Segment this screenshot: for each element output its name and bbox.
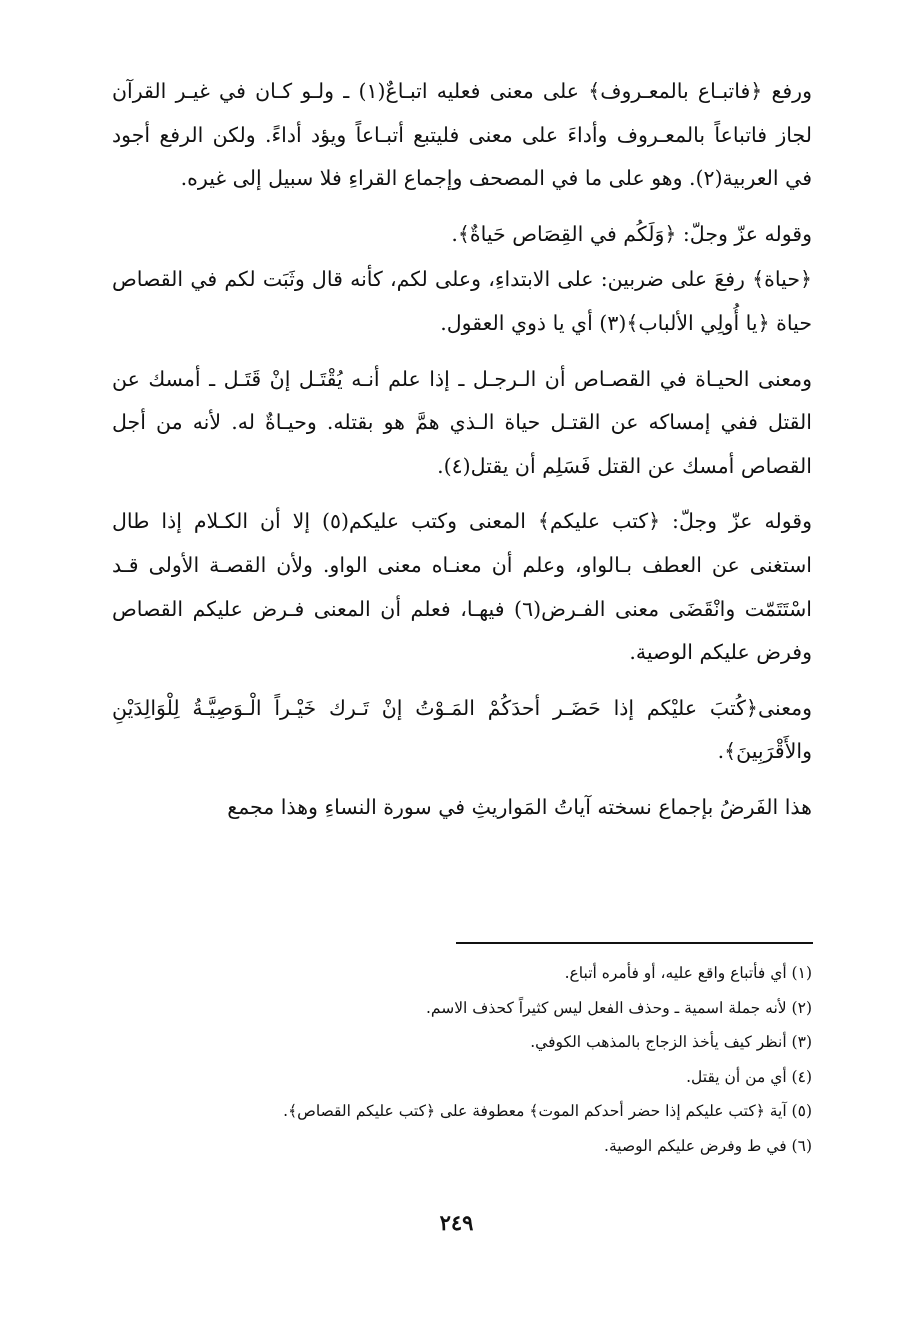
- paragraph-verse-qisas: وقوله عزّ وجلّ: ﴿وَلَكُم في القِصَاص حَياةٌ﴾.: [451, 221, 812, 246]
- paragraph-hayat: ﴿حياة﴾ رفعَ على ضربين: على الابتداءِ، وعلى لكم، كأنه قال وثَبَت لكم في القصاص حياة ﴿يا أُولِي الألباب﴾(٣) أي يا ذوي العقول.: [112, 267, 812, 335]
- footnote-6: (٦) في ط وفرض عليكم الوصية.: [604, 1136, 812, 1155]
- paragraph-fard: هذا الفَرضُ بإجماع نسخته آياتُ المَواريثِ في سورة النساءِ وهذا مجمع: [227, 794, 812, 819]
- page-number: ٢٤٩: [439, 1210, 474, 1235]
- footnote-3: (٣) أنظر كيف يأخذ الزجاج بالمذهب الكوفي.: [530, 1033, 812, 1051]
- footnote-2: (٢) لأنه جملة اسمية ـ وحذف الفعل ليس كثيراً كحذف الاسم.: [425, 998, 812, 1017]
- footnote-divider: [456, 942, 813, 944]
- paragraph-raf: ورفع ﴿فاتبـاع بالمعـروف﴾ على معنى فعليه اتبـاعٌ(١) ـ ولـو كـان في غيـر القرآن لجاز فاتباعاً بالمعـروف وأداءَ على معنى فليتبع أتبـاعاً ويؤد أداءً. ولكن الرفع أجود في العربية(٢). وهو على ما في المصحف وإجماع القراءِ فلا سبيل إلى غيره.: [112, 79, 812, 191]
- paragraph-meaning-hayat: ومعنى الحيـاة في القصـاص أن الـرجـل ـ إذا علم أنـه يُقْتَـل إنْ قَتَـل ـ أمسك عن القتل ففي إمساكه عن القتـل حياة الـذي همَّ هو بقتله. وحيـاةٌ له. لأنه من أجل القصاص أمسك عن القتل فَسَلِم أن يقتل(٤).: [112, 366, 813, 478]
- paragraph-kutiba: وقوله عزّ وجلّ: ﴿كتب عليكم﴾ المعنى وكتب عليكم(٥) إلا أن الكـلام إذا طال استغنى عن العطف بـالواو، وعلم أن معنـاه معنى الواو. ولأن القصـة الأولى قـد اسْتَتَمّت وانْقَضَى معنى الفـرض(٦) فيهـا، فعلم أن المعنى فـرض عليكم القصاص وفرض عليكم الوصية.: [112, 509, 812, 665]
- footnote-1: (١) أي فأتباع واقع عليه، أو فأمره أتباع.: [564, 964, 812, 982]
- footnote-4: (٤) أي من أن يقتل.: [686, 1067, 812, 1086]
- main-text: [112, 70, 812, 842]
- footnotes: [112, 956, 812, 1163]
- paragraph-wasiyya: ومعنى﴿كُتبَ عليْكم إذا حَضَـر أحدَكُمْ المَـوْتُ إنْ تَـرك خَيْـراً الْـوَصِيَّـةُ لِلْوَالِدَيْنِ والأَقْرَبِينَ﴾.: [112, 695, 812, 764]
- footnote-5: (٥) آية ﴿كتب عليكم إذا حضر أحدكم الموت﴾ معطوفة على ﴿كتب عليكم القصاص﴾.: [283, 1102, 812, 1120]
